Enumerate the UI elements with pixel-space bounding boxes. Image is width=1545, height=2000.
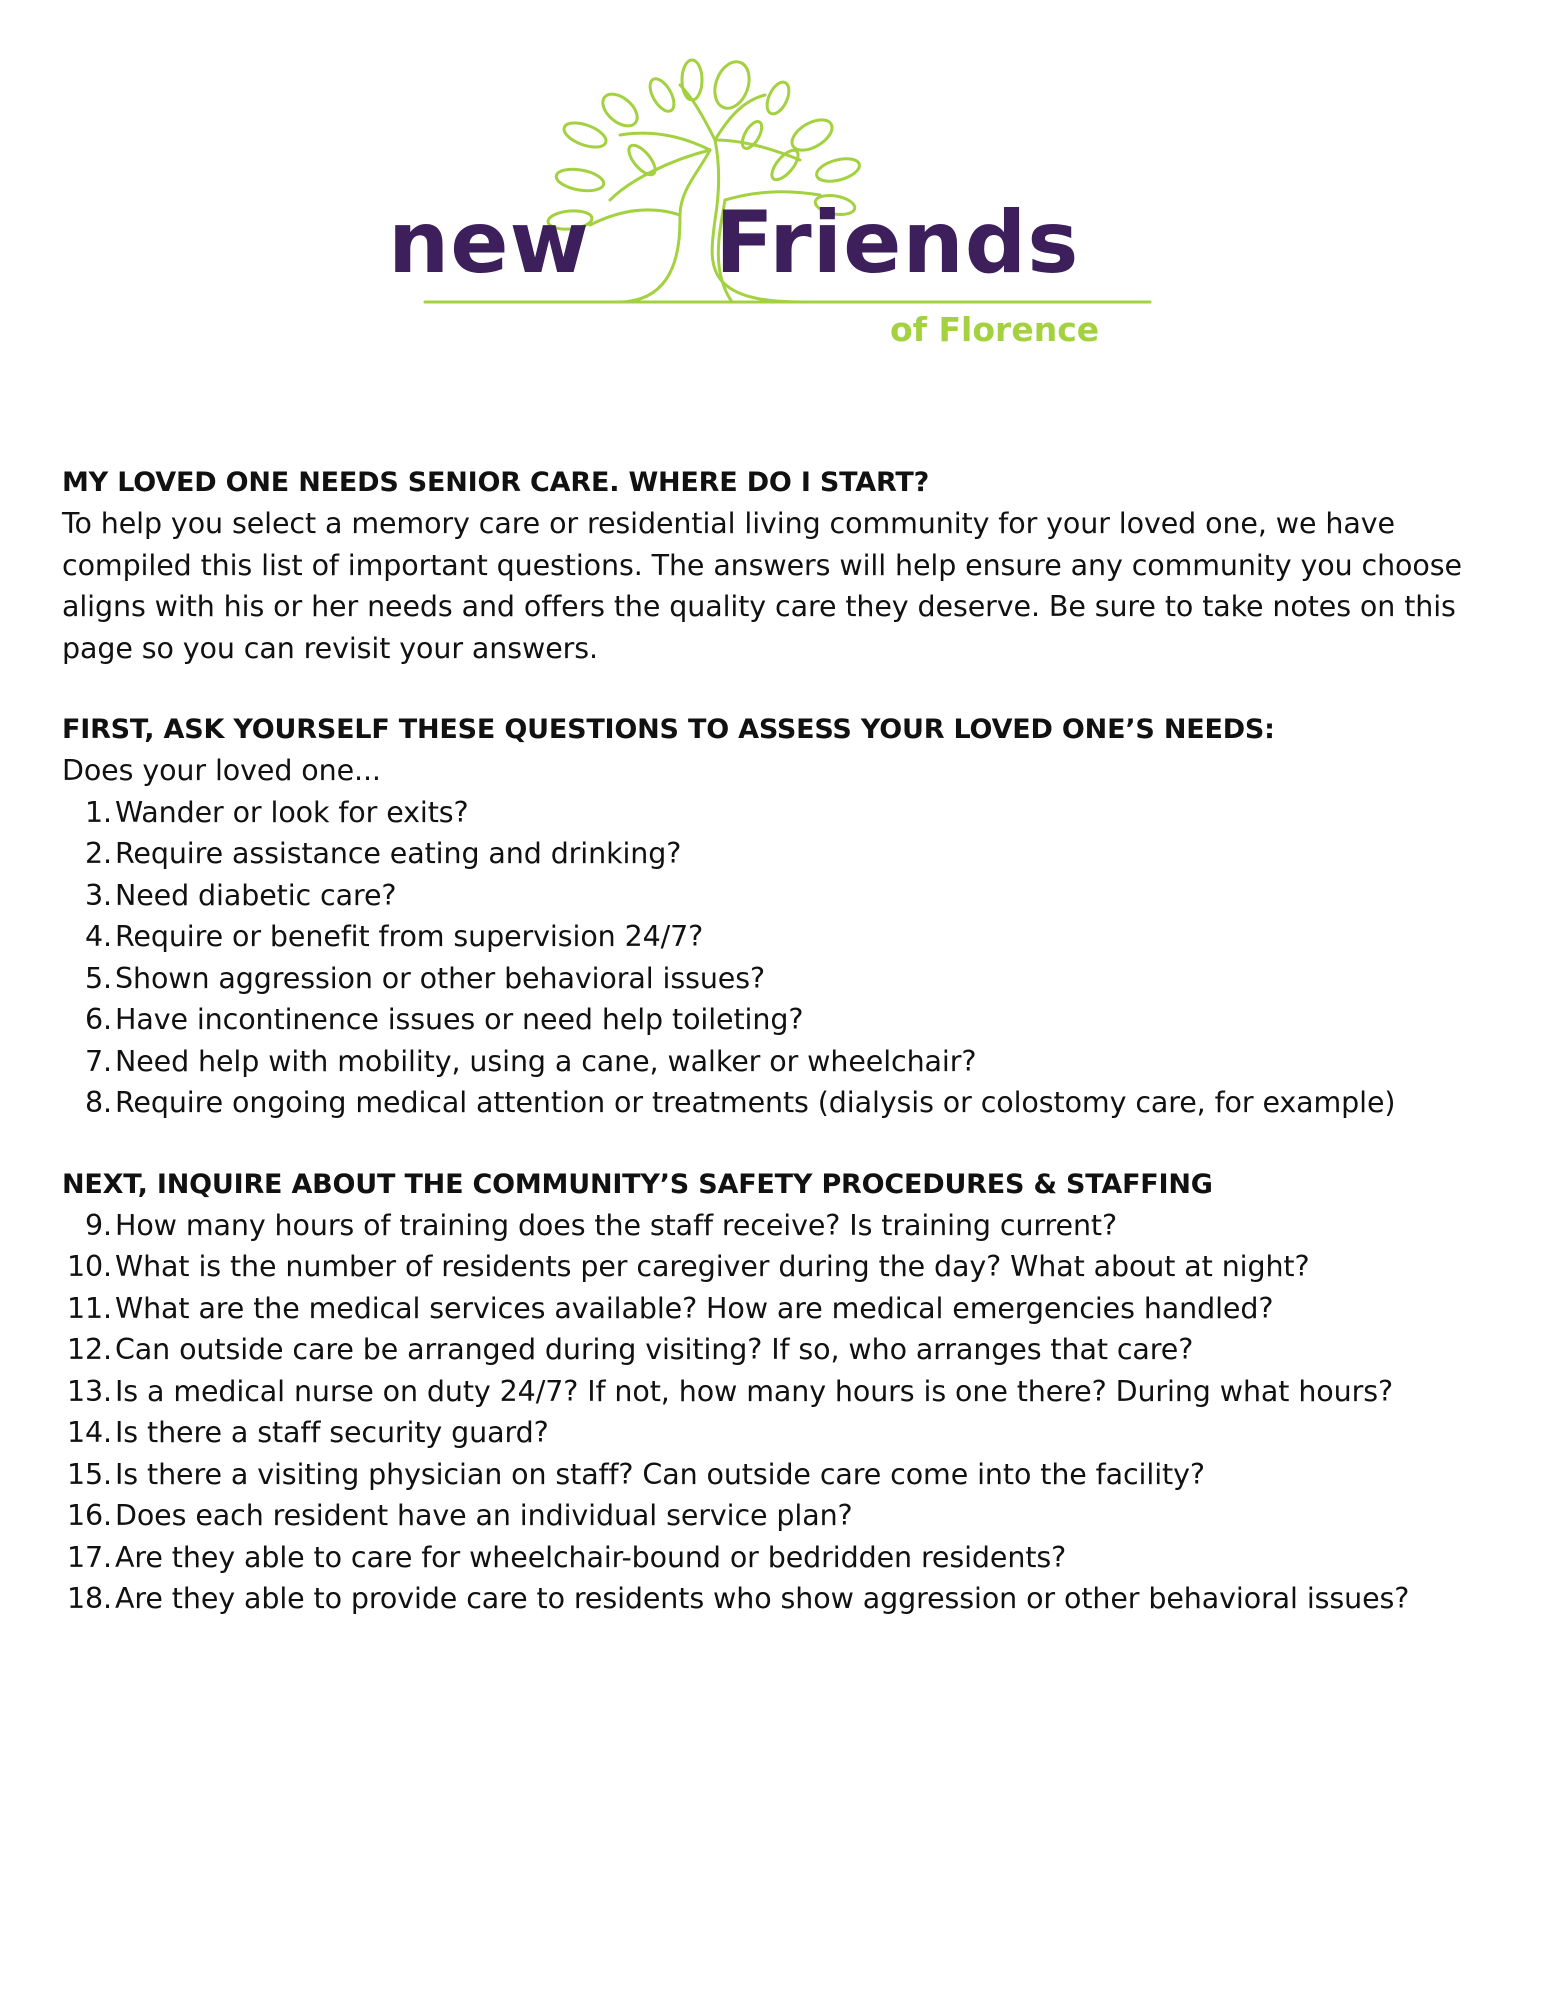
item-number: 10. xyxy=(66,1250,112,1283)
item-number: 9. xyxy=(85,1208,112,1242)
item-number: 13. xyxy=(66,1374,112,1408)
list-item xyxy=(62,792,1492,834)
logo-tagline: of Florence xyxy=(890,310,1100,349)
section1-lead: Does your loved one... xyxy=(62,754,381,787)
item-text: Require assistance eating and drinking? xyxy=(115,837,682,870)
item-text: Is there a visiting physician on staff? Can outside care come into the facility? xyxy=(115,1457,1205,1491)
list-item xyxy=(62,1246,1492,1288)
list-item xyxy=(62,1082,1492,1124)
item-text: How many hours of training does the staff receive? Is training current? xyxy=(115,1208,1118,1242)
intro-paragraph: To help you select a memory care or residential living community for your loved one, we have compiled this list of important questions. The answers will help ensure any community you choose aligns with his or her needs and offers the quality care they deserve. Be sure to take notes on this page so you can revisit your answers. xyxy=(62,507,1462,665)
item-text: Can outside care be arranged during visiting? If so, who arranges that care? xyxy=(115,1333,1194,1366)
list-item xyxy=(62,1041,1492,1083)
item-number: 14. xyxy=(66,1416,112,1449)
item-text: Have incontinence issues or need help toileting? xyxy=(115,1003,804,1036)
section-spacer xyxy=(62,669,1492,709)
item-number: 18. xyxy=(66,1582,112,1615)
item-number: 1. xyxy=(85,795,112,829)
list-item xyxy=(62,1578,1492,1620)
logo-word-new: new xyxy=(388,193,591,293)
list-item xyxy=(62,875,1492,917)
item-text: Need diabetic care? xyxy=(115,878,397,912)
list-item xyxy=(62,916,1492,958)
item-number: 4. xyxy=(85,920,112,953)
item-text: Does each resident have an individual service plan? xyxy=(115,1499,853,1532)
list-item xyxy=(62,1288,1492,1330)
list-item xyxy=(62,1329,1492,1371)
item-text: Is there a staff security guard? xyxy=(115,1416,549,1449)
list-item xyxy=(62,958,1492,1000)
item-text: What are the medical services available? How are medical emergencies handled? xyxy=(115,1291,1274,1325)
intro-heading: MY LOVED ONE NEEDS SENIOR CARE. WHERE DO I START? xyxy=(62,467,930,498)
item-number: 11. xyxy=(66,1291,112,1325)
section1-question-list xyxy=(62,792,1492,1124)
section-spacer xyxy=(62,1124,1492,1164)
list-item xyxy=(62,1412,1492,1454)
item-number: 15. xyxy=(66,1457,112,1491)
item-text: What is the number of residents per caregiver during the day? What about at night? xyxy=(115,1250,1310,1283)
item-number: 6. xyxy=(85,1003,112,1036)
item-text: Need help with mobility, using a cane, walker or wheelchair? xyxy=(115,1044,977,1078)
item-text: Wander or look for exits? xyxy=(115,795,469,829)
item-number: 8. xyxy=(85,1086,112,1119)
list-item xyxy=(62,1205,1492,1247)
section2-question-list xyxy=(62,1205,1492,1620)
item-number: 16. xyxy=(66,1499,112,1532)
list-item xyxy=(62,833,1492,875)
list-item xyxy=(62,1454,1492,1496)
item-number: 12. xyxy=(66,1333,112,1366)
list-item xyxy=(62,1537,1492,1579)
document-body xyxy=(62,462,1492,1620)
section1-heading: FIRST, ASK YOURSELF THESE QUESTIONS TO ASSESS YOUR LOVED ONE’S NEEDS: xyxy=(62,714,1275,745)
item-number: 2. xyxy=(85,837,112,870)
logo-word-friends: Friends xyxy=(715,193,1080,293)
item-number: 17. xyxy=(66,1540,112,1574)
item-text: Shown aggression or other behavioral issues? xyxy=(115,961,765,995)
item-text: Is a medical nurse on duty 24/7? If not, how many hours is one there? During what hours? xyxy=(115,1374,1393,1408)
item-number: 5. xyxy=(85,961,112,995)
section2-heading: NEXT, INQUIRE ABOUT THE COMMUNITY’S SAFETY PROCEDURES & STAFFING xyxy=(62,1168,1213,1200)
item-text: Require or benefit from supervision 24/7? xyxy=(115,920,704,953)
item-number: 3. xyxy=(85,878,112,912)
item-text: Are they able to care for wheelchair-bound or bedridden residents? xyxy=(115,1540,1067,1574)
item-number: 7. xyxy=(85,1044,112,1078)
list-item xyxy=(62,999,1492,1041)
list-item xyxy=(62,1495,1492,1537)
item-text: Require ongoing medical attention or treatments (dialysis or colostomy care, for example) xyxy=(115,1086,1396,1119)
list-item xyxy=(62,1371,1492,1413)
item-text: Are they able to provide care to residents who show aggression or other behavioral issues? xyxy=(115,1582,1410,1615)
